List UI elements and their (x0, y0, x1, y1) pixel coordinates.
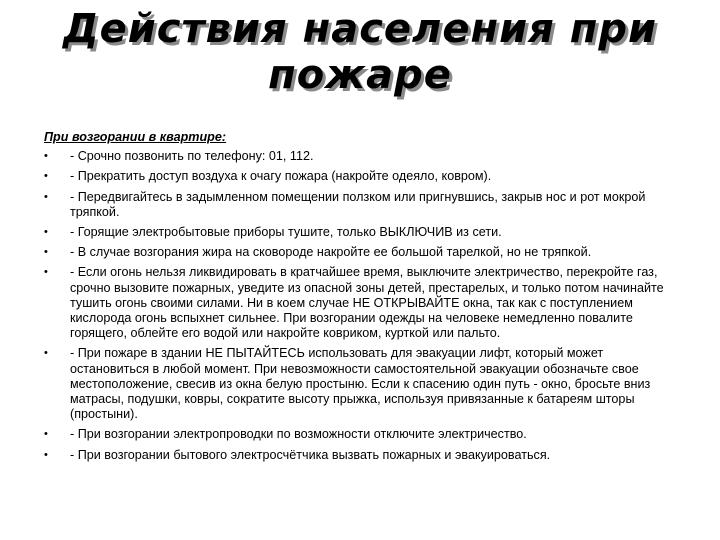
list-item-text: - Если огонь нельзя ликвидировать в кратчайшее время, выключите электричество, перекройте газ, срочно вызовите пожарных, уведите из опасной зоны детей, престарелых, и только потом начинайте тушить огонь своими силами. Ни в коем случае НЕ ОТКРЫВАЙТЕ окна, так как с поступлением кислорода огонь вспыхнет сильнее. При возгорании одежды на человеке немедленно повалите горящего, облейте его водой или накройте ковриком, курткой или пальто. (70, 265, 664, 341)
list-item-text: - При возгорании бытового электросчётчика вызвать пожарных и эвакуироваться. (70, 447, 551, 462)
bullet-icon: • (44, 226, 48, 239)
title-line-2: пожаре (268, 52, 452, 98)
list-item-text: - Прекратить доступ воздуха к очагу пожара (накройте одеяло, ковром). (70, 169, 492, 184)
list-item-text: - Горящие электробытовые приборы тушите, только ВЫКЛЮЧИВ из сети. (70, 225, 502, 240)
bullet-icon: • (44, 150, 48, 163)
list-item (44, 448, 684, 463)
bullet-icon: • (44, 246, 48, 259)
list-item (44, 245, 684, 260)
bullet-icon: • (44, 170, 48, 183)
instruction-list (44, 149, 684, 463)
list-item-text: - В случае возгорания жира на сковороде накройте ее большой тарелкой, но не тряпкой. (70, 245, 592, 260)
list-item (44, 427, 684, 442)
list-item-text: - Передвигайтесь в задымленном помещении ползком или пригнувшись, закрыв нос и рот мокрой тряпкой. (70, 189, 646, 219)
list-item-text: - Срочно позвонить по телефону: 01, 112. (70, 149, 314, 164)
bullet-icon: • (44, 190, 48, 203)
slide-content (44, 130, 684, 468)
bullet-icon: • (44, 448, 48, 461)
bullet-icon: • (44, 347, 48, 360)
list-item (44, 225, 684, 240)
list-item-text: - При возгорании электропроводки по возможности отключите электричество. (70, 427, 527, 442)
bullet-icon: • (44, 266, 48, 279)
list-item (44, 346, 684, 422)
list-item-text: - При пожаре в здании НЕ ПЫТАЙТЕСЬ использовать для эвакуации лифт, который может остановиться в любой момент. При невозможности самостоятельной эвакуации обозначьте свое местоположение, свесив из окна белую простыню. Если к спасению один путь - окно, бросьте вниз матрасы, подушки, ковры, сократите высоту прыжка, используя привязанные к батареям шторы (простыни). (70, 346, 651, 422)
section-subheading: При возгорании в квартире: (44, 130, 227, 144)
slide-title (0, 6, 720, 98)
title-line-1: Действия населения при (62, 6, 658, 52)
list-item (44, 149, 684, 164)
list-item (44, 265, 684, 341)
bullet-icon: • (44, 428, 48, 441)
list-item (44, 190, 684, 220)
list-item (44, 169, 684, 184)
